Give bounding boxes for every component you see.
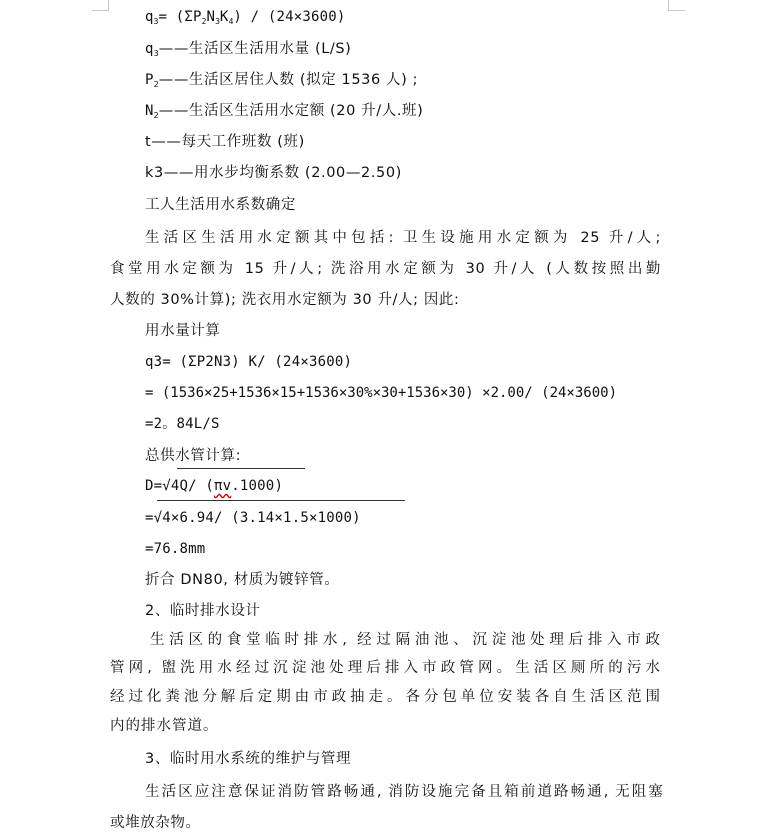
definition-p2: $P_2——$生活区居住人数 (拟定 1536 人) ; [145, 72, 419, 89]
section-3-line-1: 生活区应注意保证消防管路畅通, 消防设施完备且箱前道路畅通, 无阻塞 [145, 784, 663, 800]
radical-overline-1 [177, 468, 305, 469]
page-corner-mark-right [668, 0, 685, 11]
calc-result: =2。84L/S [145, 416, 220, 432]
heading-main-pipe: 总供水管计算: [145, 448, 242, 464]
calc-expanded: = (1536×25+1536×15+1536×30%×30+1536×30) ×2.00/ (24×3600) [145, 385, 618, 401]
definition-n2: $N_2——$生活区生活用水定额 (20 升/人.班) [145, 103, 424, 120]
section-2-line-1: 生活区的食堂临时排水, 经过隔油池、沉淀池处理后排入市政 [150, 632, 661, 648]
section-3-title: 3、临时用水系统的维护与管理 [145, 751, 352, 767]
heading-worker-water: 工人生活用水系数确定 [145, 197, 296, 213]
heading-water-calc: 用水量计算 [145, 323, 221, 339]
quota-line-2: 食堂用水定额为 15 升/人; 洗浴用水定额为 30 升/人 (人数按照出勤 [110, 261, 661, 277]
definition-k3: k3——用水步均衡系数 (2.00—2.50) [145, 165, 402, 181]
pipe-substitution: =√4×6.94/ (3.14×1.5×1000) [145, 510, 361, 526]
radical-overline-2 [157, 500, 405, 501]
formula-header: $q_3= (\Sigma P_2N_3K_4) / (24\times 3600)$ [145, 9, 346, 26]
pipe-conclusion: 折合 DN80, 材质为镀锌管。 [145, 572, 340, 588]
quota-line-3: 人数的 30%计算); 洗衣用水定额为 30 升/人; 因此: [110, 292, 460, 308]
quota-line-1: 生活区生活用水定额其中包括: 卫生设施用水定额为 25 升/人; [145, 230, 661, 246]
section-3-line-2: 或堆放杂物。 [110, 815, 201, 831]
calc-formula: q3= (ΣP2N3) K/ (24×3600) [145, 354, 353, 370]
section-2-line-3: 经过化粪池分解后定期由市政抽走。各分包单位安装各自生活区范围 [110, 689, 661, 705]
definition-q3: $q_3——$生活区生活用水量 (L/S) [145, 41, 352, 58]
pipe-formula: D=√4Q/ (πv.1000) [145, 478, 284, 494]
definition-t: t——每天工作班数 (班) [145, 134, 305, 150]
pipe-result: =76.8mm [145, 541, 206, 557]
section-2-line-2: 管网, 盥洗用水经过沉淀池处理后排入市政管网。生活区厕所的污水 [110, 660, 661, 676]
page-corner-mark-left [92, 0, 109, 11]
section-2-title: 2、临时排水设计 [145, 603, 261, 619]
section-2-line-4: 内的排水管道。 [110, 718, 219, 734]
